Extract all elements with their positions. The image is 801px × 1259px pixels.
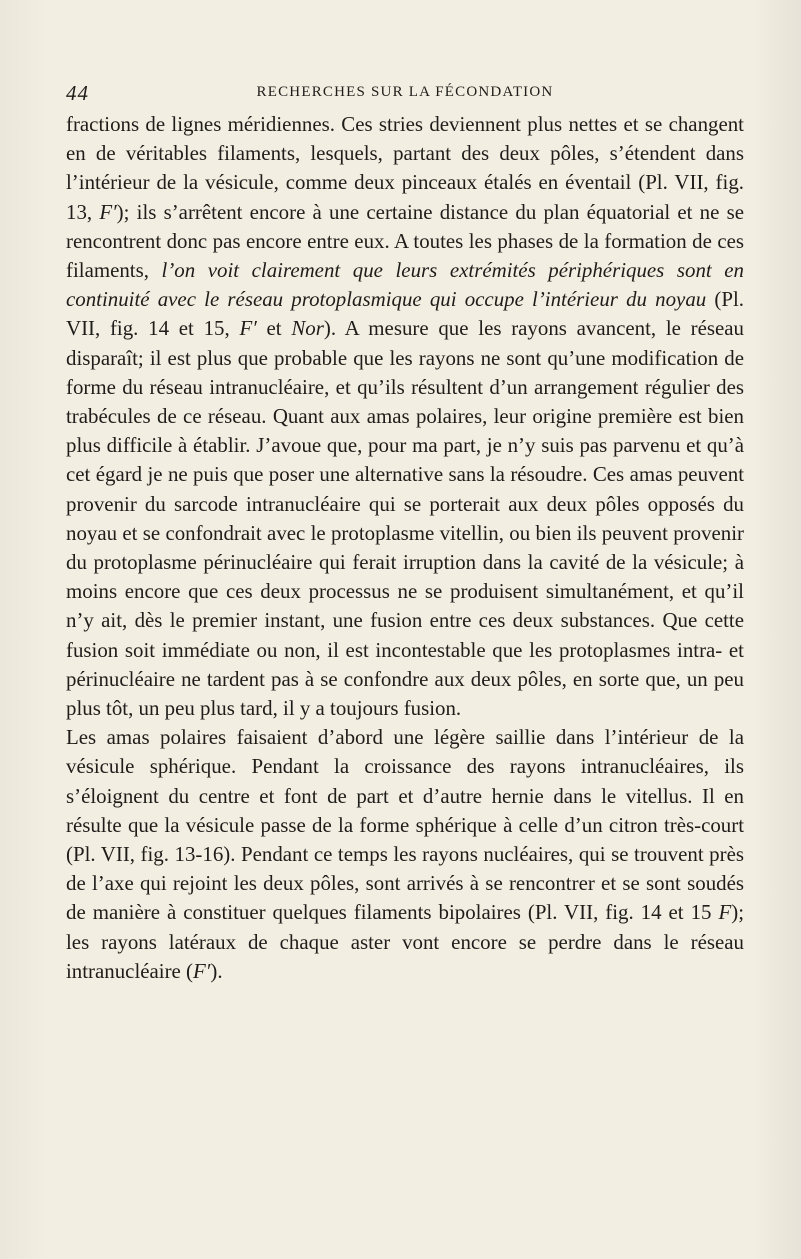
- text-run: fractions de lignes méridiennes. Ces stries deviennent plus nettes et se changent en de véritables filaments, lesquels, partant des deux pôles, s’étendent dans l’intérieur de la vésicule, comme deux pinceaux étalés en éventail (Pl. VII, fig. 13,: [66, 112, 744, 224]
- figure-label: Nor: [291, 316, 324, 341]
- page-header: [66, 81, 744, 105]
- paragraph: [66, 110, 744, 723]
- running-title: RECHERCHES SUR LA FÉCONDATION: [256, 84, 554, 100]
- text-run: ); ils s’arrêtent encore à une certaine distance du plan équatorial et ne se rencontrent donc pas encore entre eux. A toutes les phases de la formation de ces filaments,: [66, 199, 744, 283]
- text-run: (Pl. VII, fig. 14 et 15,: [66, 287, 744, 341]
- italic-emphasis: l’on voit clairement que leurs extrémités périphériques sont en continuité avec le réseau protoplasmique qui occupe l’intérieur du noyau: [66, 258, 744, 312]
- figure-label: F′: [193, 958, 211, 983]
- page-number: 44: [66, 81, 89, 105]
- figure-label: F′: [99, 199, 117, 224]
- figure-label: F: [718, 900, 732, 925]
- text-run: et: [256, 316, 292, 341]
- text-run: ).: [210, 958, 223, 983]
- text-run: ). A mesure que les rayons avancent, le réseau disparaît; il est plus que probable que les rayons ne sont qu’une modification de forme du réseau intranucléaire, et qu’ils résultent d’un arrangement régulier des trabécules de ce réseau. Quant aux amas polaires, leur origine première est bien plus difficile à établir. J’avoue que, pour ma part, je n’y suis pas parvenu et qu’à cet égard je ne puis que poser une alternative sans la résoudre. Ces amas peuvent provenir du sarcode intranucléaire qui se porterait aux deux pôles opposés du noyau et se confondrait avec le protoplasme vitellin, ou bien ils peuvent provenir du protoplasme périnucléaire qui ferait irruption dans la cavité de la vésicule; à moins encore que ces deux processus ne se produisent simultanément, et qu’il n’y ait, dès le premier instant, une fusion entre ces deux substances. Que cette fusion soit immédiate ou non, il est incontestable que les protoplasmes intra- et périnucléaire ne tardent pas à se confondre aux deux pôles, en sorte que, un peu plus tôt, un peu plus tard, il y a toujours fusion.: [66, 316, 744, 721]
- paragraph: [66, 723, 744, 986]
- text-run: ); les rayons latéraux de chaque aster vont encore se perdre dans le réseau intranucléaire (: [66, 900, 744, 983]
- figure-label: F′: [239, 316, 257, 341]
- body-text: [66, 110, 744, 986]
- text-run: Les amas polaires faisaient d’abord une légère saillie dans l’intérieur de la vésicule sphérique. Pendant la croissance des rayons intranucléaires, ils s’éloignent du centre et font de part et d’autre hernie dans le vitellus. Il en résulte que la vésicule passe de la forme sphérique à celle d’un citron très-court (Pl. VII, fig. 13-16). Pendant ce temps les rayons nucléaires, qui se trouvent près de l’axe qui rejoint les deux pôles, sont arrivés à se rencontrer et se sont soudés de manière à constituer quelques filaments bipolaires (Pl. VII, fig. 14 et 15: [66, 725, 744, 925]
